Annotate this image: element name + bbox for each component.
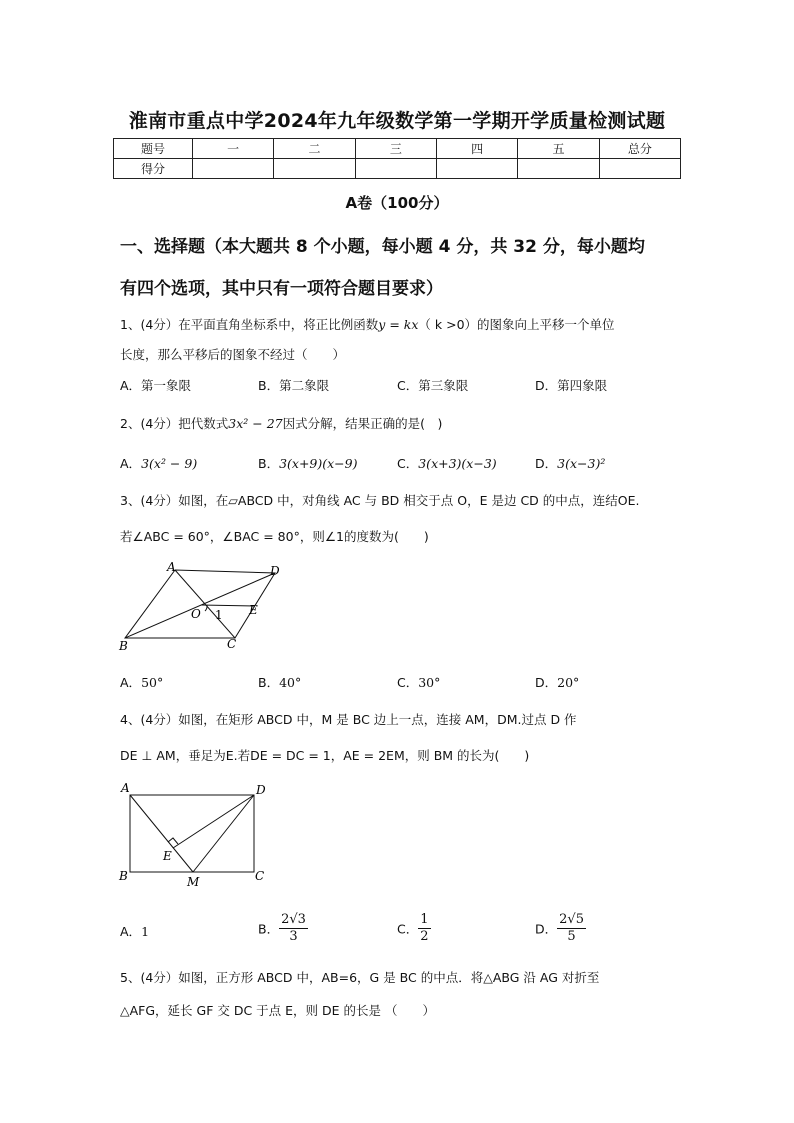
option-label: C． bbox=[397, 675, 419, 690]
label-c: C bbox=[227, 637, 237, 651]
score-row-label: 得分 bbox=[114, 159, 193, 179]
diagonal-ac bbox=[175, 570, 235, 638]
option-expression: 3(x+3)(x−3) bbox=[418, 456, 497, 471]
page-title: 淮南市重点中学2024年九年级数学第一学期开学质量检测试题 bbox=[128, 110, 666, 132]
score-table-header-cell: 五 bbox=[518, 139, 599, 159]
option-label: C． bbox=[397, 456, 419, 471]
label-angle-1: 1 bbox=[215, 608, 223, 622]
question-1-option-c: C．第三象限 bbox=[397, 378, 469, 393]
question-4-line1: 4、(4分）如图，在矩形 ABCD 中，M 是 BC 边上一点，连接 AM，DM.过点 D 作 bbox=[120, 712, 577, 727]
option-label: A． bbox=[120, 456, 142, 471]
question-2-option-c bbox=[397, 454, 497, 472]
numerator: 2√5 bbox=[559, 912, 584, 927]
option-label: C． bbox=[397, 921, 419, 937]
question-4-figure bbox=[115, 780, 275, 890]
option-value: 30° bbox=[418, 675, 441, 690]
section-1-heading-line2: 有四个选项，其中只有一项符合题目要求） bbox=[120, 279, 443, 299]
score-table-header-cell: 题号 bbox=[114, 139, 193, 159]
question-4-option-a bbox=[120, 922, 149, 940]
question-1-condition: （ k >0）的图象向上平移一个单位 bbox=[418, 317, 615, 332]
question-1-option-d: D．第四象限 bbox=[535, 378, 608, 393]
label-o: O bbox=[191, 607, 201, 621]
question-2-option-a bbox=[120, 454, 197, 472]
question-3-option-c bbox=[397, 673, 440, 691]
numerator: 2√3 bbox=[281, 912, 306, 927]
fraction bbox=[418, 912, 430, 945]
question-3-line2: 若∠ABC = 60°，∠BAC = 80°，则∠1的度数为( ) bbox=[120, 529, 429, 544]
question-1-text: 1、(4分）在平面直角坐标系中，将正比例函数 bbox=[120, 317, 379, 332]
score-cell bbox=[436, 159, 517, 179]
label-a: A bbox=[167, 560, 176, 574]
question-4-option-b bbox=[258, 912, 308, 945]
segment-oe bbox=[201, 605, 255, 606]
fraction bbox=[279, 912, 308, 945]
question-1-option-a: A．第一象限 bbox=[120, 378, 192, 393]
option-label: A． bbox=[120, 675, 142, 690]
option-expression: 3(x−3)² bbox=[557, 456, 606, 471]
option-value: 1 bbox=[141, 924, 150, 939]
score-table-header-cell: 二 bbox=[274, 139, 355, 159]
rectangle-abcd bbox=[130, 795, 254, 872]
option-label: B． bbox=[258, 456, 280, 471]
question-4-option-c bbox=[397, 912, 431, 945]
section-a-heading: A卷（100分） bbox=[345, 194, 449, 212]
option-label: B． bbox=[258, 921, 280, 937]
score-cell bbox=[355, 159, 436, 179]
label-d: D bbox=[256, 783, 266, 797]
question-4-line2: DE ⊥ AM，垂足为E.若DE = DC = 1，AE = 2EM，则 BM 的长为( ) bbox=[120, 748, 530, 763]
score-table-score-row bbox=[114, 159, 681, 179]
label-m: M bbox=[187, 875, 200, 889]
option-label: D． bbox=[535, 456, 558, 471]
score-table-header-cell: 三 bbox=[355, 139, 436, 159]
segment-am bbox=[130, 795, 193, 872]
segment-dm bbox=[193, 795, 254, 872]
question-4-option-d bbox=[535, 912, 586, 945]
segment-de bbox=[173, 795, 254, 848]
question-5-line1: 5、(4分）如图，正方形 ABCD 中，AB=6，G 是 BC 的中点．将△ABG 沿 AG 对折至 bbox=[120, 970, 600, 985]
label-e: E bbox=[163, 849, 172, 863]
option-label: D． bbox=[535, 921, 558, 937]
option-expression: 3(x² − 9) bbox=[141, 456, 198, 471]
option-value: 40° bbox=[279, 675, 302, 690]
question-2-text-end: 因式分解，结果正确的是( ) bbox=[282, 416, 443, 431]
label-c: C bbox=[255, 869, 265, 883]
score-cell bbox=[193, 159, 274, 179]
denominator: 5 bbox=[567, 929, 576, 944]
question-3-option-d bbox=[535, 673, 579, 691]
question-3-figure bbox=[115, 560, 295, 655]
score-cell bbox=[274, 159, 355, 179]
score-table-header-cell: 四 bbox=[436, 139, 517, 159]
question-3-line1: 3、(4分）如图，在▱ABCD 中，对角线 AC 与 BD 相交于点 O，E 是边 CD 的中点，连结OE. bbox=[120, 493, 640, 508]
score-table-header-cell: 一 bbox=[193, 139, 274, 159]
section-1-heading-line1: 一、选择题（本大题共 8 个小题，每小题 4 分，共 32 分，每小题均 bbox=[120, 237, 645, 257]
question-2-option-d bbox=[535, 454, 605, 472]
score-table-header-row bbox=[114, 139, 681, 159]
label-b: B bbox=[119, 869, 128, 883]
question-3-option-b bbox=[258, 673, 301, 691]
question-3-option-a bbox=[120, 673, 163, 691]
question-2-option-b bbox=[258, 454, 358, 472]
question-1-line1 bbox=[120, 315, 615, 333]
denominator: 3 bbox=[289, 929, 298, 944]
numerator: 1 bbox=[420, 912, 429, 927]
question-2-text: 2、(4分）把代数式 bbox=[120, 416, 229, 431]
option-expression: 3(x+9)(x−9) bbox=[279, 456, 358, 471]
question-5-line2: △AFG，延长 GF 交 DC 于点 E，则 DE 的长是 （ ） bbox=[120, 1003, 435, 1018]
question-1-line2: 长度，那么平移后的图象不经过（ ） bbox=[120, 347, 346, 362]
option-label: B． bbox=[258, 675, 280, 690]
label-e: E bbox=[249, 603, 258, 617]
question-1-option-b: B．第二象限 bbox=[258, 378, 330, 393]
fraction bbox=[557, 912, 586, 945]
denominator: 2 bbox=[420, 929, 429, 944]
question-1-formula: y = kx bbox=[378, 317, 419, 332]
question-2-line bbox=[120, 414, 442, 432]
score-table-header-cell: 总分 bbox=[599, 139, 680, 159]
question-2-expression: 3x² − 27 bbox=[228, 416, 283, 431]
option-label: D． bbox=[535, 675, 558, 690]
score-cell bbox=[599, 159, 680, 179]
label-a: A bbox=[121, 781, 130, 795]
option-value: 50° bbox=[141, 675, 164, 690]
score-cell bbox=[518, 159, 599, 179]
score-table bbox=[113, 138, 681, 179]
label-b: B bbox=[119, 639, 128, 653]
option-label: A． bbox=[120, 924, 142, 939]
label-d: D bbox=[270, 564, 280, 578]
option-value: 20° bbox=[557, 675, 580, 690]
